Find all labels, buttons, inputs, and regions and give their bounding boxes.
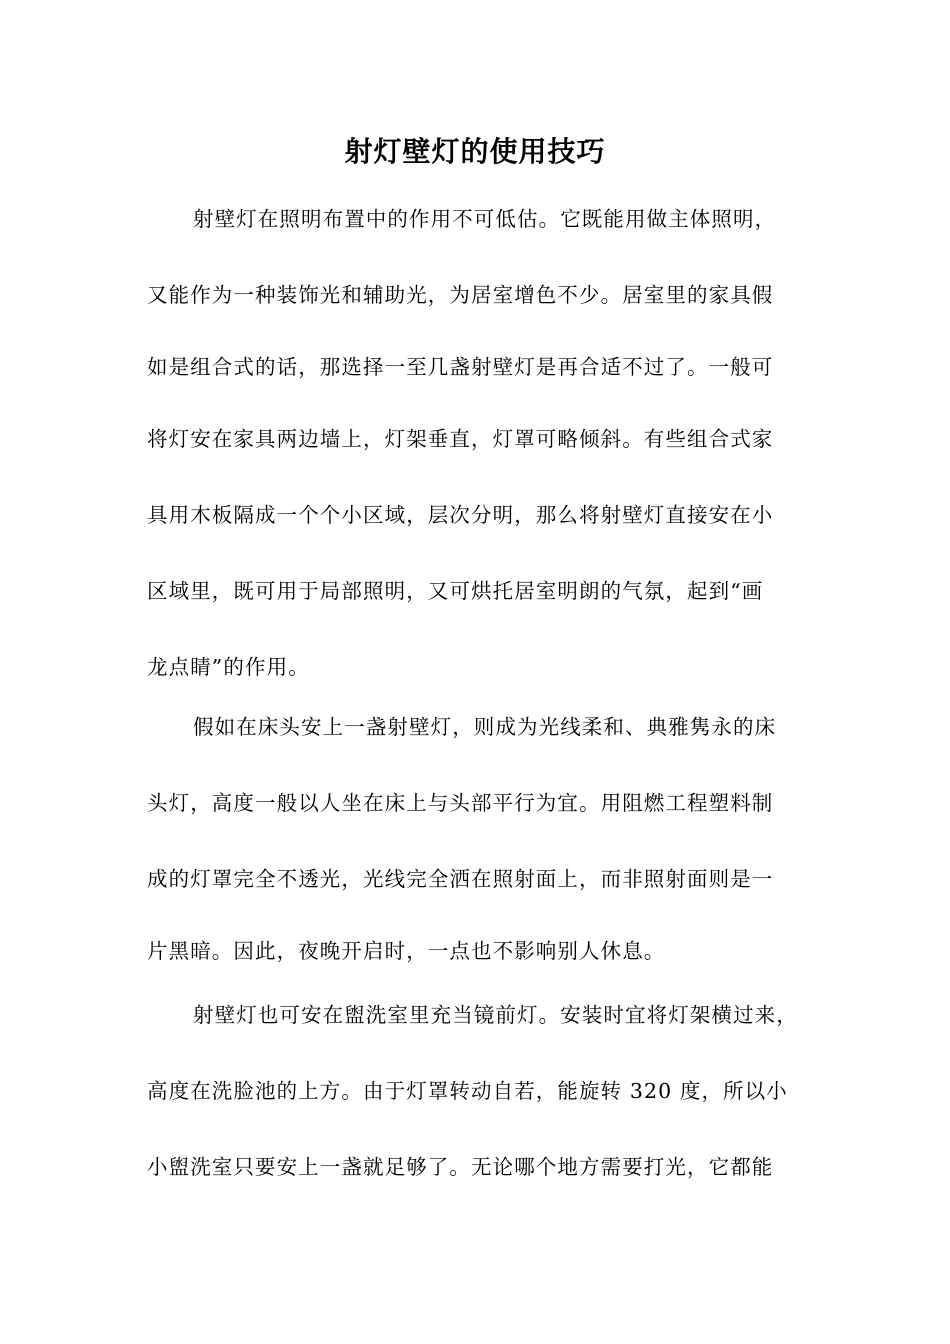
paragraph-2-line-3: 成的灯罩完全不透光，光线完全洒在照射面上，而非照射面则是一: [147, 867, 774, 891]
page-title: 射灯壁灯的使用技巧: [344, 135, 606, 168]
paragraph-1-line-7: 龙点睛”的作用。: [147, 655, 310, 679]
paragraph-1-line-5: 具用木板隔成一个个小区域，层次分明，那么将射壁灯直接安在小: [147, 503, 774, 527]
paragraph-1-line-1: 射壁灯在照明布置中的作用不可低估。它既能用做主体照明，: [193, 207, 777, 231]
paragraph-3-line-2: 高度在洗脸池的上方。由于灯罩转动自若，能旋转 320 度，所以小: [147, 1079, 788, 1103]
paragraph-2-line-2: 头灯，高度一般以人坐在床上与头部平行为宜。用阻燃工程塑料制: [147, 791, 774, 815]
paragraph-1-line-6: 区域里，既可用于局部照明，又可烘托居室明朗的气氛，起到“画: [147, 579, 764, 603]
paragraph-1-line-2: 又能作为一种装饰光和辅助光，为居室增色不少。居室里的家具假: [147, 283, 774, 307]
paragraph-1-line-3: 如是组合式的话，那选择一至几盏射壁灯是再合适不过了。一般可: [147, 355, 774, 379]
paragraph-3-line-1: 射壁灯也可安在盥洗室里充当镜前灯。安装时宜将灯架横过来，: [193, 1003, 798, 1027]
paragraph-2-line-1: 假如在床头安上一盏射壁灯，则成为光线柔和、典雅隽永的床: [193, 715, 777, 739]
paragraph-3-line-3: 小盥洗室只要安上一盏就足够了。无论哪个地方需要打光，它都能: [147, 1155, 774, 1179]
paragraph-1-line-4: 将灯安在家具两边墙上，灯架垂直，灯罩可略倾斜。有些组合式家: [147, 427, 774, 451]
paragraph-2-line-4: 片黑暗。因此，夜晚开启时，一点也不影响别人休息。: [147, 939, 666, 963]
